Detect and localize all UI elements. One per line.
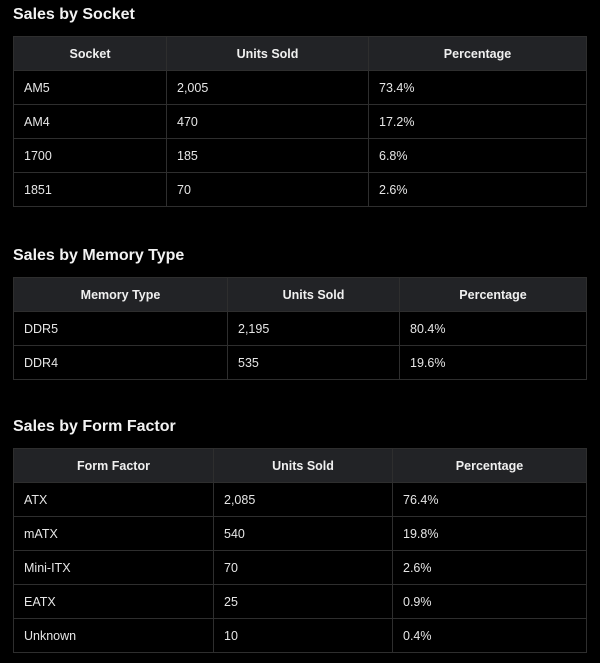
cell: 0.4% [393, 619, 587, 653]
table-row [14, 585, 587, 619]
cell: mATX [14, 517, 214, 551]
column-header: Socket [14, 37, 167, 71]
table-row [14, 483, 587, 517]
cell: 76.4% [393, 483, 587, 517]
cell: 470 [167, 105, 369, 139]
cell: 2.6% [393, 551, 587, 585]
column-header: Memory Type [14, 278, 228, 312]
table-row [14, 312, 587, 346]
column-header: Form Factor [14, 449, 214, 483]
table-row [14, 105, 587, 139]
section-title: Sales by Socket [13, 6, 135, 23]
cell: 10 [214, 619, 393, 653]
form-factor-table [13, 448, 587, 653]
column-header: Units Sold [167, 37, 369, 71]
table-row [14, 551, 587, 585]
table-row [14, 139, 587, 173]
cell: 2.6% [369, 173, 587, 207]
cell: 25 [214, 585, 393, 619]
table-row [14, 346, 587, 380]
cell: AM5 [14, 71, 167, 105]
socket-table [13, 36, 587, 207]
cell: 1851 [14, 173, 167, 207]
table-row [14, 173, 587, 207]
cell: 6.8% [369, 139, 587, 173]
cell: ATX [14, 483, 214, 517]
cell: 0.9% [393, 585, 587, 619]
cell: DDR4 [14, 346, 228, 380]
section-title: Sales by Memory Type [13, 247, 185, 264]
cell: 80.4% [400, 312, 587, 346]
cell: 73.4% [369, 71, 587, 105]
table-row [14, 619, 587, 653]
table-row [14, 71, 587, 105]
cell: 70 [167, 173, 369, 207]
column-header: Units Sold [228, 278, 400, 312]
table-header-row [14, 449, 587, 483]
cell: 1700 [14, 139, 167, 173]
cell: Unknown [14, 619, 214, 653]
cell: 19.8% [393, 517, 587, 551]
table-header-row [14, 37, 587, 71]
column-header: Units Sold [214, 449, 393, 483]
cell: 19.6% [400, 346, 587, 380]
column-header: Percentage [369, 37, 587, 71]
section-title: Sales by Form Factor [13, 418, 176, 435]
table-row [14, 517, 587, 551]
cell: EATX [14, 585, 214, 619]
cell: 535 [228, 346, 400, 380]
memory-type-table [13, 277, 587, 380]
cell: DDR5 [14, 312, 228, 346]
cell: 185 [167, 139, 369, 173]
cell: 17.2% [369, 105, 587, 139]
cell: 2,005 [167, 71, 369, 105]
cell: AM4 [14, 105, 167, 139]
cell: Mini-ITX [14, 551, 214, 585]
table-header-row [14, 278, 587, 312]
cell: 2,085 [214, 483, 393, 517]
column-header: Percentage [393, 449, 587, 483]
column-header: Percentage [400, 278, 587, 312]
cell: 540 [214, 517, 393, 551]
cell: 2,195 [228, 312, 400, 346]
cell: 70 [214, 551, 393, 585]
